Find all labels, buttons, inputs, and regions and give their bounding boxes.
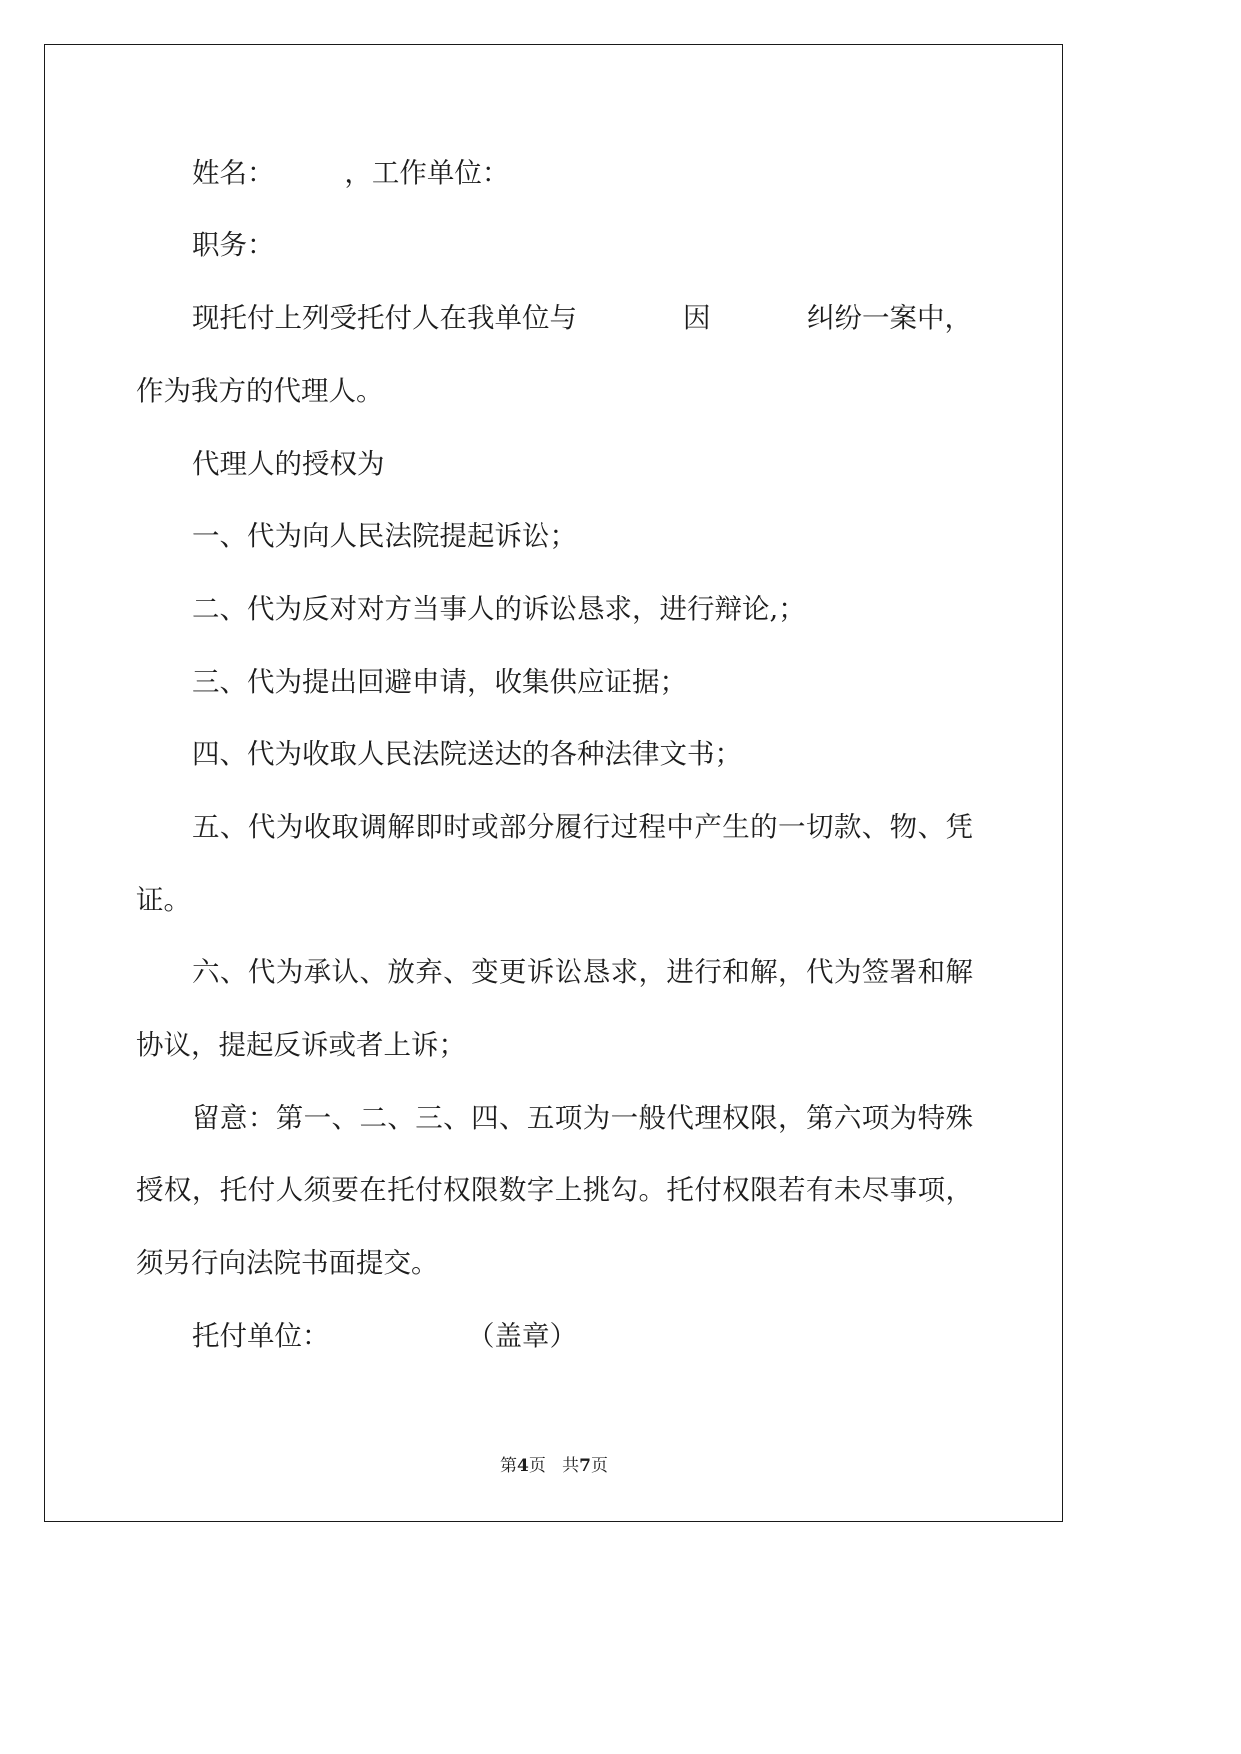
item-three: 三、代为提出回避申请，收集供应证据； — [192, 666, 687, 698]
item-five: 五、代为收取调解即时或部分履行过程中产生的一切款、物、凭 — [192, 811, 973, 843]
item-two: 二、代为反对对方当事人的诉讼恳求，进行辩论,； — [192, 593, 806, 625]
line-entrust-part2: 因 — [683, 302, 711, 334]
line-position: 职务： — [192, 229, 275, 261]
line-entrust-part3: 纠纷一案中， — [807, 302, 972, 334]
entrusting-unit-label: 托付单位： — [192, 1320, 330, 1352]
note-line-2: 授权，托付人须要在托付权限数字上挑勾。托付权限若有未尽事项， — [136, 1174, 973, 1206]
line-name-workplace: 姓名： ，工作单位： — [192, 157, 510, 189]
item-five-cont: 证。 — [136, 884, 191, 916]
footer-mid: 页 共 — [528, 1456, 580, 1476]
seal-label: （盖章） — [467, 1320, 577, 1352]
note-line-1: 留意：第一、二、三、四、五项为一般代理权限，第六项为特殊 — [192, 1102, 973, 1134]
line-entrust-part1: 现托付上列受托付人在我单位与 — [192, 302, 577, 334]
page-border — [44, 44, 1063, 1522]
item-one: 一、代为向人民法院提起诉讼； — [192, 520, 577, 552]
page-total: 7 — [579, 1456, 591, 1476]
footer-prefix: 第 — [500, 1456, 518, 1476]
item-four: 四、代为收取人民法院送达的各种法律文书； — [192, 738, 742, 770]
note-line-3: 须另行向法院书面提交。 — [136, 1247, 439, 1279]
item-six: 六、代为承认、放弃、变更诉讼恳求，进行和解，代为签署和解 — [192, 956, 973, 988]
item-six-cont: 协议，提起反诉或者上诉； — [136, 1029, 466, 1061]
page-footer — [0, 1451, 1108, 1476]
page-number: 4 — [517, 1456, 529, 1476]
line-authorization-heading: 代理人的授权为 — [192, 448, 385, 480]
line-agent: 作为我方的代理人。 — [136, 375, 384, 407]
footer-suffix: 页 — [590, 1456, 608, 1476]
